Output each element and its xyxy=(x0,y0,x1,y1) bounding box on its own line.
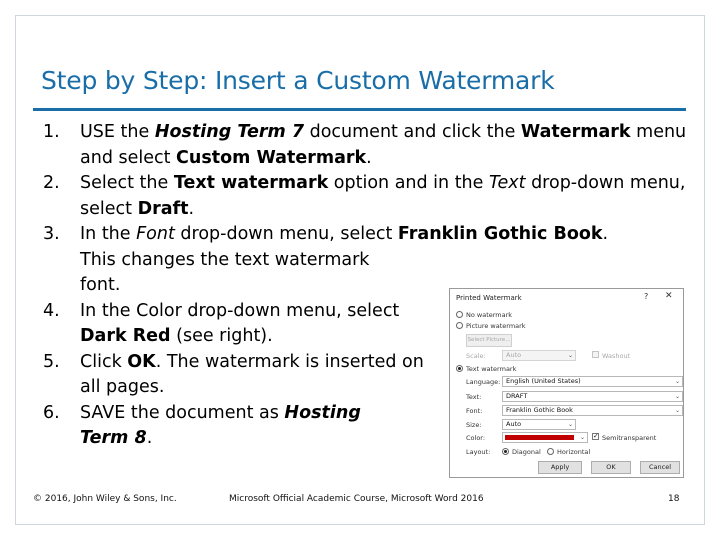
step-1: 1. USE the Hosting Term 7 document and click the Watermark menu and select Custom Watermark. xyxy=(43,122,687,168)
footer-page-number: 18 xyxy=(668,494,680,504)
washout-label: Washout xyxy=(602,352,631,360)
size-select[interactable]: Auto ⌄ xyxy=(502,419,576,430)
step-number: 3. xyxy=(43,224,60,244)
color-label: Color: xyxy=(466,434,486,442)
no-watermark-label: No watermark xyxy=(466,311,513,319)
washout-checkbox[interactable] xyxy=(592,351,599,358)
chevron-down-icon: ⌄ xyxy=(674,407,680,414)
semitransparent-label: Semitransparent xyxy=(602,434,657,442)
step-2: 2. Select the Text watermark option and in the Text drop-down menu, select Draft. xyxy=(43,173,686,219)
picture-watermark-label: Picture watermark xyxy=(466,322,526,330)
apply-button[interactable]: Apply xyxy=(538,461,582,474)
semitransparent-checkbox[interactable]: ✓ xyxy=(593,432,599,440)
chevron-down-icon: ⌄ xyxy=(674,393,680,400)
dialog-title: Printed Watermark xyxy=(456,294,522,302)
footer-copyright: © 2016, John Wiley & Sons, Inc. xyxy=(33,494,177,504)
horizontal-label: Horizontal xyxy=(557,448,591,456)
ok-button[interactable]: OK xyxy=(591,461,631,474)
cancel-button[interactable]: Cancel xyxy=(640,461,680,474)
font-select[interactable]: Franklin Gothic Book ⌄ xyxy=(502,405,683,416)
help-icon[interactable]: ? xyxy=(644,292,649,301)
text-select[interactable]: DRAFT ⌄ xyxy=(502,391,683,402)
scale-label: Scale: xyxy=(466,352,486,360)
dialog-titlebar xyxy=(450,289,683,306)
chevron-down-icon: ⌄ xyxy=(674,378,680,385)
footer-course: Microsoft Official Academic Course, Microsoft Word 2016 xyxy=(229,494,484,504)
color-select[interactable] xyxy=(502,432,588,443)
language-select[interactable]: English (United States) ⌄ xyxy=(502,376,683,387)
step-5: 5. Click OK. The watermark is inserted on all pages. xyxy=(43,351,424,397)
text-label: Text: xyxy=(466,393,482,401)
printed-watermark-dialog xyxy=(449,288,684,478)
step-number: 4. xyxy=(43,300,60,321)
chevron-down-icon: ⌄ xyxy=(567,352,573,359)
chevron-down-icon: ⌄ xyxy=(579,434,585,441)
layout-label: Layout: xyxy=(466,448,491,456)
step-number: 2. xyxy=(43,173,60,193)
diagonal-label: Diagonal xyxy=(512,448,541,456)
title-underline xyxy=(33,108,686,111)
color-swatch xyxy=(505,435,574,440)
step-4: 4. In the Color drop-down menu, select Dark Red (see right). xyxy=(43,300,400,346)
select-picture-button[interactable]: Select Picture... xyxy=(466,334,512,347)
step-number: 1. xyxy=(43,122,60,142)
chevron-down-icon: ⌄ xyxy=(567,421,573,428)
text-watermark-label: Text watermark xyxy=(466,365,517,373)
step-6: 6. SAVE the document as Hosting Term 8. xyxy=(43,402,361,448)
no-watermark-radio[interactable] xyxy=(456,311,463,318)
slide-title: Step by Step: Insert a Custom Watermark xyxy=(41,66,555,95)
step-number: 5. xyxy=(43,351,60,372)
font-label: Font: xyxy=(466,407,483,415)
size-label: Size: xyxy=(466,421,482,429)
close-icon[interactable]: ✕ xyxy=(665,291,673,301)
step-3: 3. In the Font drop-down menu, select Franklin Gothic Book. This changes the text watermark font. xyxy=(43,224,609,295)
diagonal-radio[interactable] xyxy=(502,448,509,455)
text-watermark-radio[interactable] xyxy=(456,365,463,372)
picture-watermark-radio[interactable] xyxy=(456,322,463,329)
scale-select[interactable]: Auto ⌄ xyxy=(502,350,576,361)
step-number: 6. xyxy=(43,402,60,423)
horizontal-radio[interactable] xyxy=(547,448,554,455)
language-label: Language: xyxy=(466,378,501,386)
